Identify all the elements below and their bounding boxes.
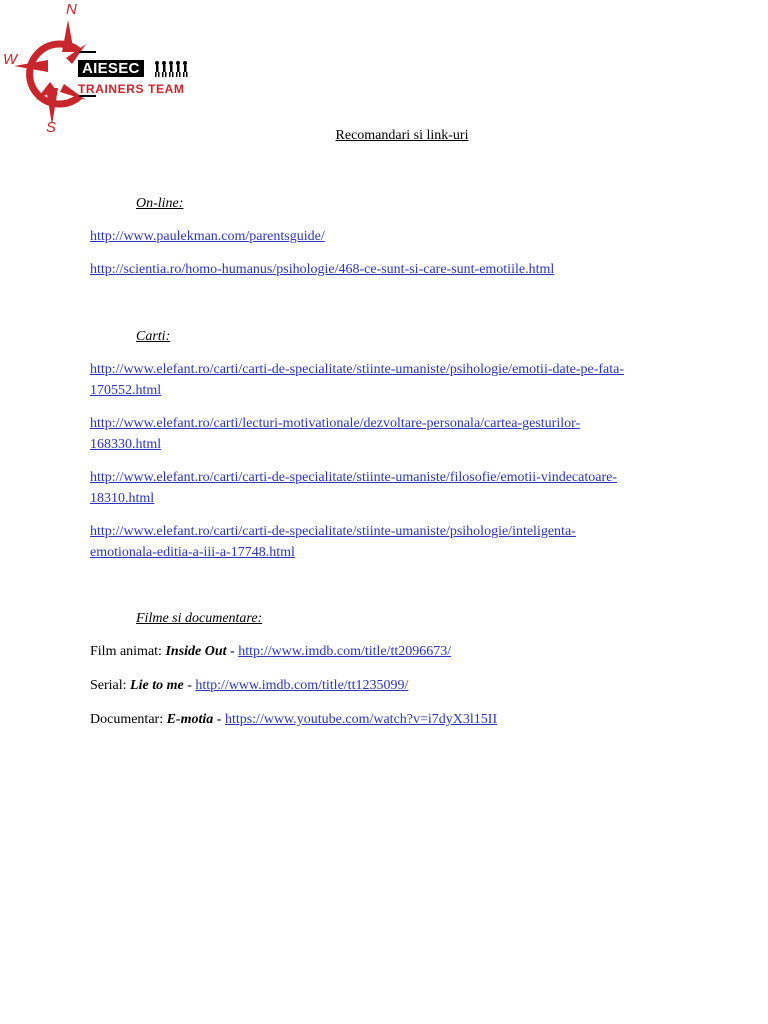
carti-link-inteligenta-emotionala-cont[interactable]: emotionala-editia-a-iii-a-17748.html <box>90 545 295 560</box>
carti-link-emotii-date-pe-fata[interactable]: http://www.elefant.ro/carti/carti-de-specialitate/stiinte-umaniste/psihologie/emotii-date-pe-fata- <box>90 362 624 377</box>
film-item-row <box>90 675 408 696</box>
brand-name: AIESEC <box>78 60 144 77</box>
page-title: Recomandari si link-uri <box>335 128 469 143</box>
carti-link-row <box>90 467 617 509</box>
carti-link-emotii-vindecatoare[interactable]: http://www.elefant.ro/carti/carti-de-specialitate/stiinte-umaniste/filosofie/emotii-vindecatoare- <box>90 470 617 485</box>
film-item-link-e-motia[interactable]: https://www.youtube.com/watch?v=i7dyX3l15II <box>224 712 498 727</box>
brand-subtitle: TRAINERS TEAM <box>78 82 185 96</box>
film-item-title: E-motia <box>166 712 214 727</box>
carti-link-emotii-date-pe-fata-cont[interactable]: 170552.html <box>90 383 162 398</box>
film-item-prefix: Film animat: <box>90 644 166 659</box>
film-item-row <box>90 709 497 730</box>
carti-link-inteligenta-emotionala[interactable]: http://www.elefant.ro/carti/carti-de-specialitate/stiinte-umaniste/psihologie/inteligenta- <box>90 524 576 539</box>
people-figures-icon <box>154 60 192 77</box>
film-item-link-inside-out[interactable]: http://www.imdb.com/title/tt2096673/ <box>238 644 452 659</box>
film-item-separator: - <box>213 712 225 727</box>
compass-west-letter: W <box>3 51 18 68</box>
carti-heading: Carti: <box>136 329 171 344</box>
online-link-row <box>90 226 325 247</box>
film-item-separator: - <box>183 678 196 693</box>
online-link-row <box>90 259 554 280</box>
carti-link-cartea-gesturilor[interactable]: http://www.elefant.ro/carti/lecturi-motivationale/dezvoltare-personala/cartea-gesturilor- <box>90 416 581 431</box>
online-link-scientia[interactable]: http://scientia.ro/homo-humanus/psihologie/468-ce-sunt-si-care-sunt-emotiile.html <box>90 262 555 277</box>
film-item-separator: - <box>226 644 239 659</box>
film-item-prefix: Documentar: <box>90 712 167 727</box>
aiesec-trainers-logo <box>0 0 200 140</box>
carti-link-cartea-gesturilor-cont[interactable]: 168330.html <box>90 437 162 452</box>
carti-link-emotii-vindecatoare-cont[interactable]: 18310.html <box>90 491 155 506</box>
online-heading: On-line: <box>136 196 184 211</box>
online-link-paulekman[interactable]: http://www.paulekman.com/parentsguide/ <box>90 229 325 244</box>
carti-link-row <box>90 521 576 563</box>
compass-north-letter: N <box>66 1 77 18</box>
film-item-prefix: Serial: <box>90 678 131 693</box>
carti-link-row <box>90 413 580 455</box>
film-item-title: Lie to me <box>130 678 184 693</box>
film-item-link-lie-to-me[interactable]: http://www.imdb.com/title/tt1235099/ <box>195 678 409 693</box>
compass-south-letter: S <box>46 119 57 136</box>
carti-link-row <box>90 359 624 401</box>
film-item-title: Inside Out <box>165 644 227 659</box>
filme-heading: Filme si documentare: <box>136 611 263 626</box>
film-item-row <box>90 641 451 662</box>
